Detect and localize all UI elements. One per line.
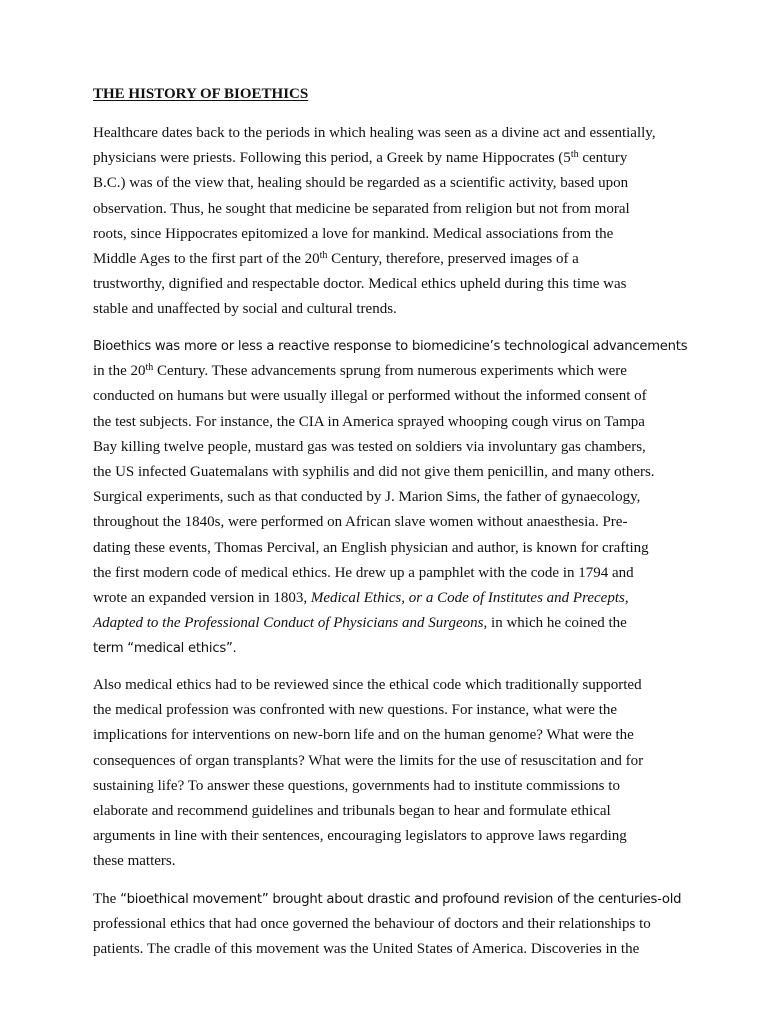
paragraph-3 <box>93 673 693 875</box>
text-line: these matters. <box>93 853 176 870</box>
text-line: the first modern code of medical ethics. He drew up a pamphlet with the code in 1794 and <box>93 564 634 581</box>
text-line: sustaining life? To answer these questions, governments had to institute commissions to <box>93 777 620 794</box>
text-line: term “medical ethics”. <box>93 641 237 657</box>
ordinal-superscript: th <box>319 249 328 261</box>
text-line: dating these events, Thomas Percival, an English physician and author, is known for crafting <box>93 539 649 556</box>
text-line: stable and unaffected by social and cultural trends. <box>93 301 397 318</box>
text-line: B.C.) was of the view that, healing should be regarded as a scientific activity, based upon <box>93 175 629 192</box>
text-line: observation. Thus, he sought that medicine be separated from religion but not from moral <box>93 200 630 217</box>
text-line: implications for interventions on new-born life and on the human genome? What were the <box>93 727 634 744</box>
text-line: Bioethics was more or less a reactive response to biomedicine’s technological advancements <box>93 339 688 354</box>
text-line: Adapted to the Professional Conduct of Physicians and Surgeons, in which he coined the <box>93 615 627 632</box>
text-line: elaborate and recommend guidelines and tribunals began to hear and formulate ethical <box>93 802 611 819</box>
paragraph-4 <box>93 887 693 963</box>
text-line: throughout the 1840s, were performed on African slave women without anaesthesia. Pre- <box>93 514 628 531</box>
paragraph-2 <box>93 334 693 661</box>
text-line: physicians were priests. Following this period, a Greek by name Hippocrates (5th century <box>93 149 628 167</box>
text-line: roots, since Hippocrates epitomized a love for mankind. Medical associations from the <box>93 225 614 242</box>
text-line: the US infected Guatemalans with syphilis and did not give them penicillin, and many others. <box>93 463 655 480</box>
text-line: the test subjects. For instance, the CIA in America sprayed whooping cough virus on Tampa <box>93 413 645 430</box>
ordinal-superscript: th <box>145 362 154 374</box>
text-line: The “bioethical movement” brought about drastic and profound revision of the centuries-old <box>93 891 682 907</box>
text-line: Healthcare dates back to the periods in which healing was seen as a divine act and essentially, <box>93 125 656 141</box>
paragraph-1 <box>93 121 693 323</box>
text-line: the medical profession was confronted with new questions. For instance, what were the <box>93 702 618 719</box>
text-line: professional ethics that had once governed the behaviour of doctors and their relationships to <box>93 916 651 933</box>
ordinal-superscript: th <box>570 149 579 161</box>
book-title-italic: Adapted to the Professional Conduct of Physicians and Surgeons <box>93 615 484 632</box>
text-line: Bay killing twelve people, mustard gas was tested on soldiers via involuntary gas chambers, <box>93 438 646 455</box>
document-title: THE HISTORY OF BIOETHICS <box>93 86 309 102</box>
text-line: conducted on humans but were usually illegal or performed without the informed consent of <box>93 388 647 405</box>
text-line: Surgical experiments, such as that conducted by J. Marion Sims, the father of gynaecology, <box>93 489 641 506</box>
text-line: in the 20th Century. These advancements sprung from numerous experiments which were <box>93 362 627 380</box>
text-line: patients. The cradle of this movement was the United States of America. Discoveries in the <box>93 941 640 958</box>
book-title-italic: Medical Ethics, or a Code of Institutes and Precepts, <box>310 589 629 606</box>
text-line: Middle Ages to the first part of the 20th Century, therefore, preserved images of a <box>93 249 579 267</box>
text-line: trustworthy, dignified and respectable doctor. Medical ethics upheld during this time was <box>93 276 627 293</box>
text-line: Also medical ethics had to be reviewed since the ethical code which traditionally supported <box>93 677 642 693</box>
text-line: consequences of organ transplants? What were the limits for the use of resuscitation and for <box>93 752 644 769</box>
text-line: arguments in line with their sentences, encouraging legislators to approve laws regarding <box>93 828 627 845</box>
text-line: wrote an expanded version in 1803, Medical Ethics, or a Code of Institutes and Precepts, <box>93 589 629 606</box>
